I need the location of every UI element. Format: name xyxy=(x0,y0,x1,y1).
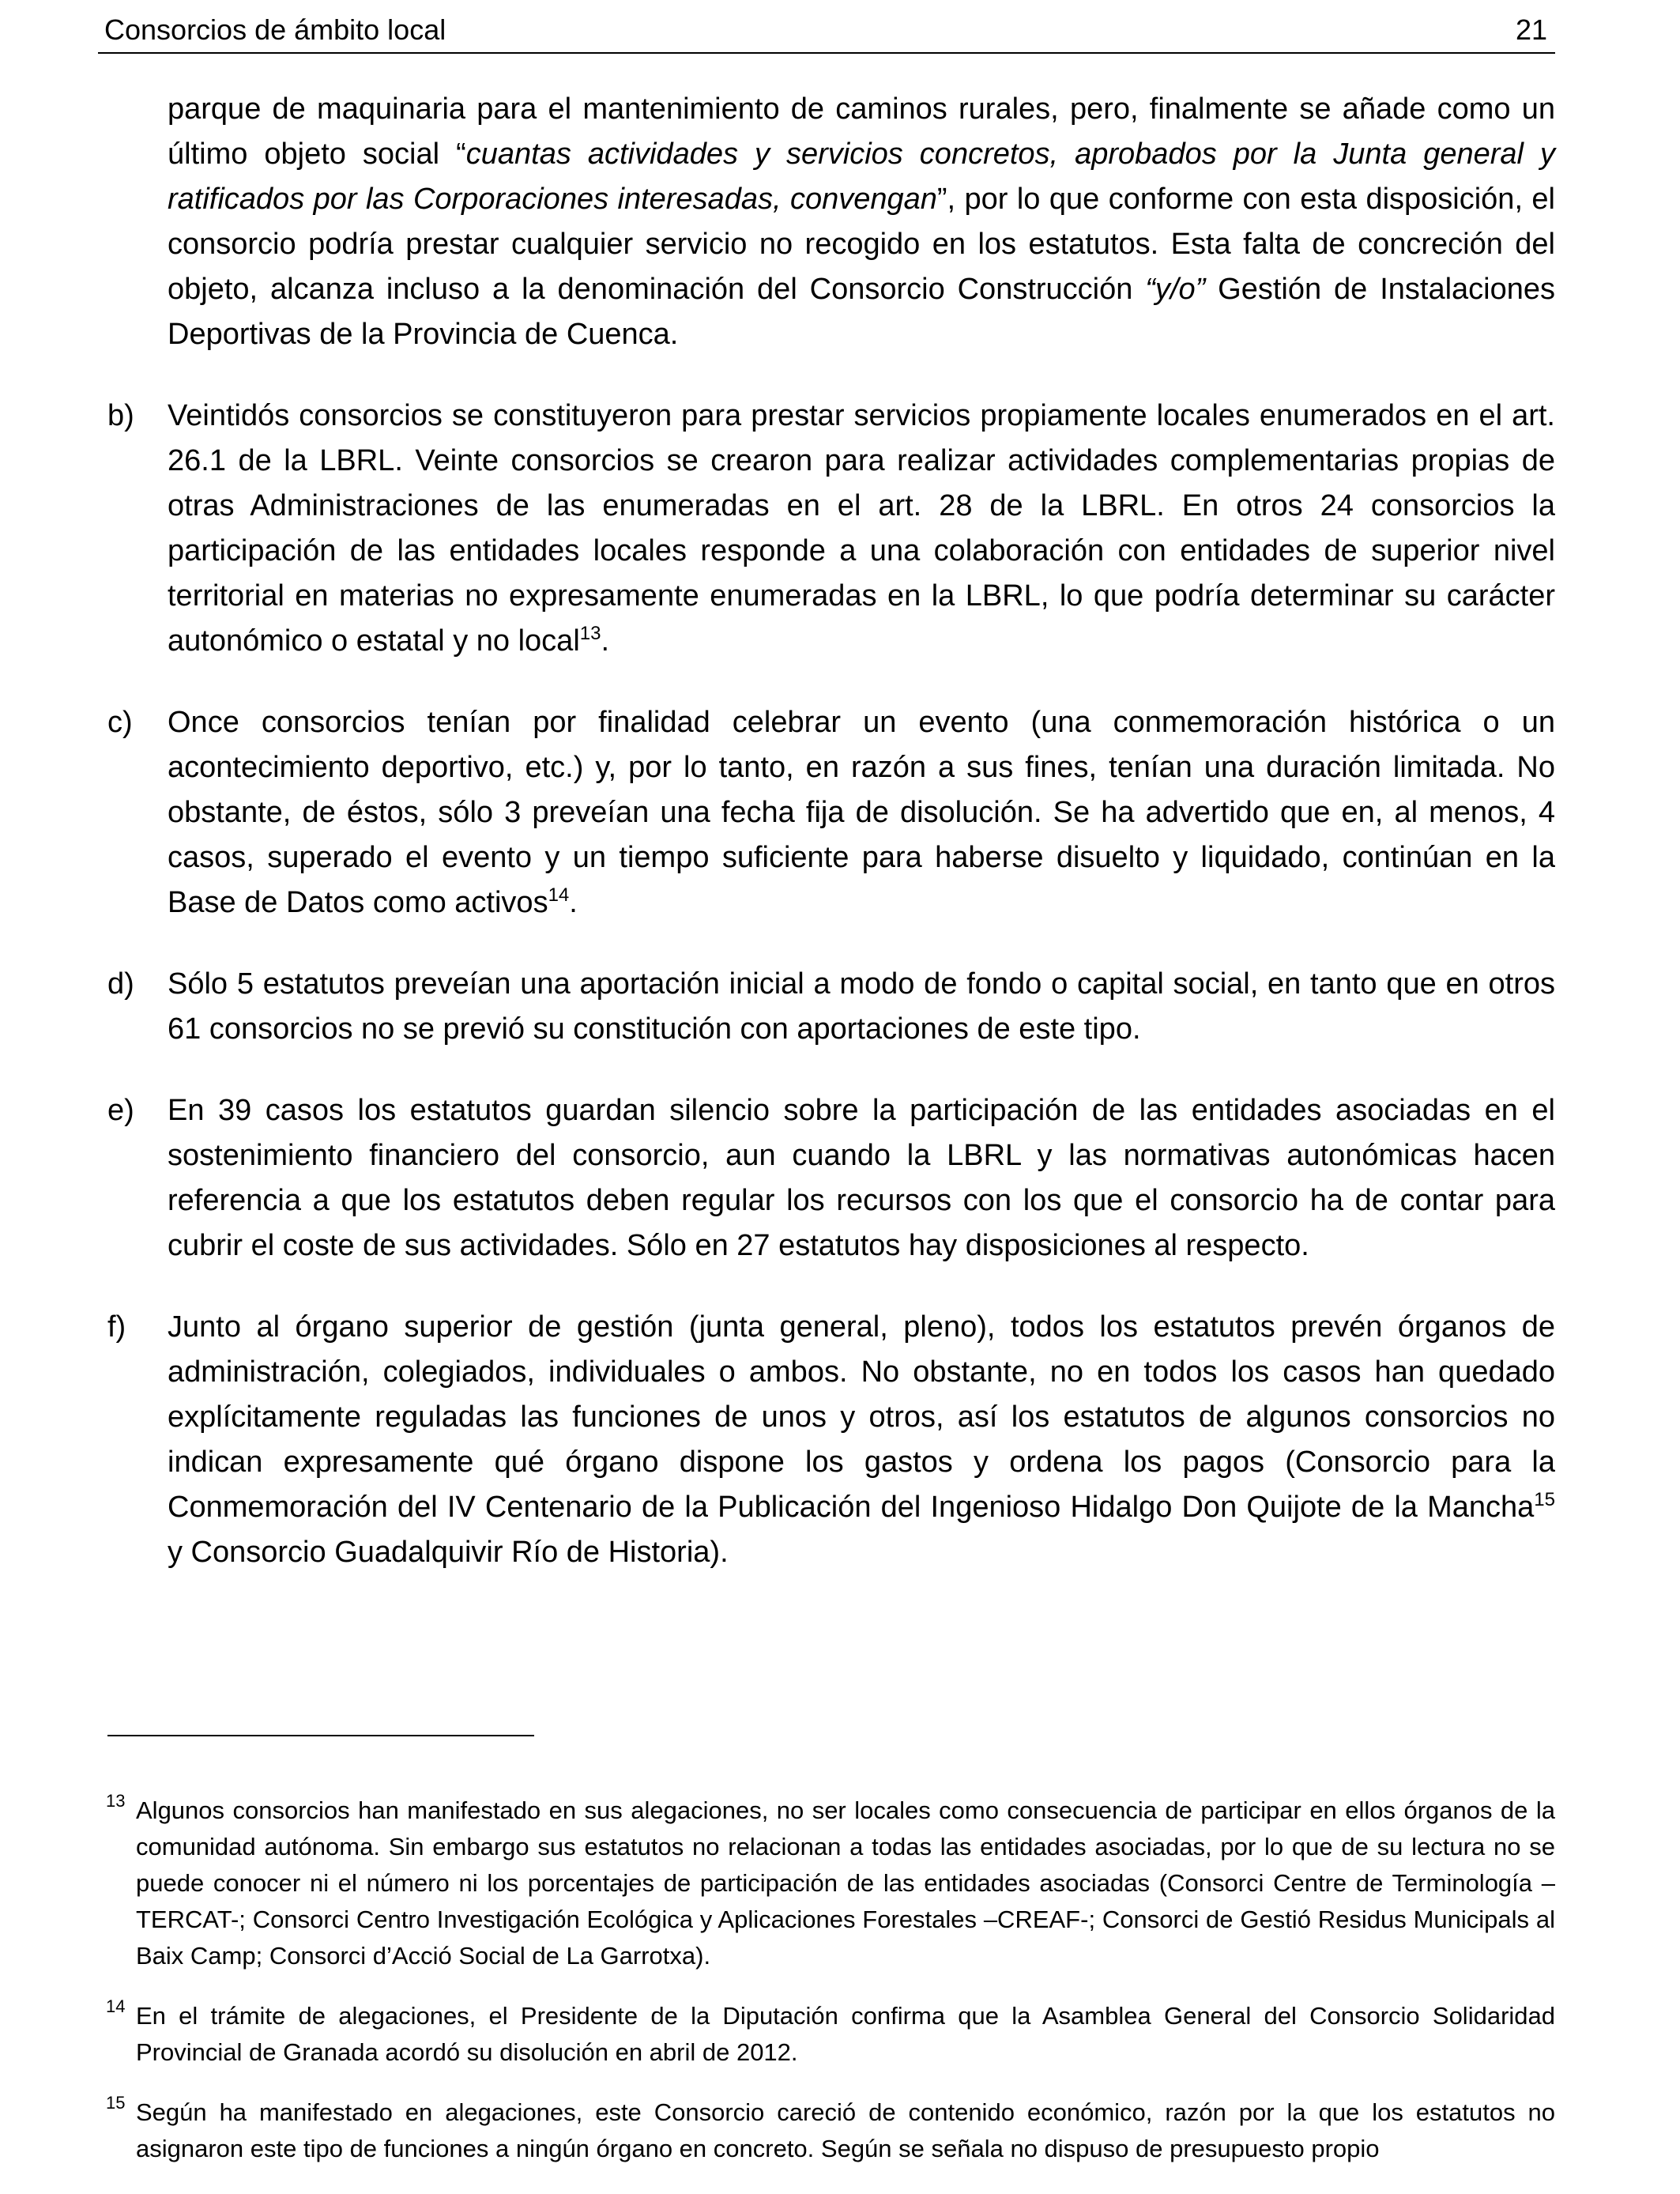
intro-text-1: parque de maquinaria para el mantenimiento de caminos rurales, pero, finalmente se añade como un último objeto social “ xyxy=(168,92,1555,171)
item-b-end: . xyxy=(601,624,610,658)
list-marker: c) xyxy=(107,706,133,739)
list-item-b xyxy=(107,394,1555,664)
footnotes xyxy=(106,1793,1555,2191)
footnote-14 xyxy=(106,1998,1555,2071)
footnote-text: Según ha manifestado en alegaciones, este Consorcio careció de contenido económico, razón por la que los estatutos no asignaron este tipo de funciones a ningún órgano en concreto. Según se señala no dispuso de presupuesto propio xyxy=(136,2098,1555,2162)
item-f-end: y Consorcio Guadalquivir Río de Historia). xyxy=(168,1536,729,1569)
item-b-text: Veintidós consorcios se constituyeron para prestar servicios propiamente locales enumerados en el art. 26.1 de la LBRL. Veinte consorcios se crearon para realizar actividades complementarias propias de otras Administraciones de las enumeradas en el art. 28 de la LBRL. En otros 24 consorcios la participación de las entidades locales responde a una colaboración con entidades de superior nivel territorial en materias no expresamente enumeradas en la LBRL, lo que podría determinar su carácter autonómico o estatal y no local xyxy=(168,399,1555,658)
item-c-text: Once consorcios tenían por finalidad celebrar un evento (una conmemoración histórica o un acontecimiento deportivo, etc.) y, por lo tanto, en razón a sus fines, tenían una duración limitada. No obstante, de éstos, sólo 3 preveían una fecha fija de disolución. Se ha advertido que en, al menos, 4 casos, superado el evento y un tiempo suficiente para haberse disuelto y liquidado, continúan en la Base de Datos como activos xyxy=(168,706,1555,919)
list-marker: d) xyxy=(107,967,134,1001)
running-title: Consorcios de ámbito local xyxy=(104,13,446,46)
intro-italic-yo: “y/o” xyxy=(1145,273,1206,306)
footnote-15 xyxy=(106,2094,1555,2167)
footnote-ref-15: 15 xyxy=(1534,1489,1555,1510)
list-marker: e) xyxy=(107,1094,134,1127)
list-item-text xyxy=(168,700,1555,925)
intro-italic-quote: cuantas actividades y servicios concretos, aprobados por la Junta general y ratificados por las Corporaciones interesadas, convengan xyxy=(168,138,1555,216)
intro-text-2: ”, por lo que conforme con esta disposición, el consorcio podría prestar cualquier servicio no recogido en los estatutos. Esta falta de concreción del objeto, alcanza incluso a la denominación del Consorcio Construcción xyxy=(168,183,1556,306)
intro-text-3: Gestión de Instalaciones Deportivas de la Provincia de Cuenca. xyxy=(168,273,1555,351)
item-f-text: Junto al órgano superior de gestión (junta general, pleno), todos los estatutos prevén órganos de administración, colegiados, individuales o ambos. No obstante, no en todos los casos han quedado explícitamente reguladas las funciones de unos y otros, así los estatutos de algunos consorcios no indican expresamente qué órgano dispone los gastos y ordena los pagos (Consorcio para la Conmemoración del IV Centenario de la Publicación del Ingenioso Hidalgo Don Quijote de la Mancha xyxy=(168,1310,1555,1524)
footnote-ref-13: 13 xyxy=(579,623,601,644)
footnote-number: 15 xyxy=(106,2093,126,2113)
list-item-f xyxy=(107,1305,1555,1575)
list-item-text xyxy=(168,394,1555,664)
main-text xyxy=(107,87,1555,1575)
intro-paragraph xyxy=(168,87,1555,357)
list-item-text: En 39 casos los estatutos guardan silencio sobre la participación de las entidades asociadas en el sostenimiento financiero del consorcio, aun cuando la LBRL y las normativas autonómicas hacen referencia a que los estatutos deben regular los recursos con los que el consorcio ha de contar para cubrir el coste de sus actividades. Sólo en 27 estatutos hay disposiciones al respecto. xyxy=(168,1094,1555,1262)
footnote-13 xyxy=(106,1793,1555,1974)
footnote-ref-14: 14 xyxy=(548,884,570,906)
list-item-c xyxy=(107,700,1555,925)
page-header xyxy=(98,6,1555,54)
list-item-text: Sólo 5 estatutos preveían una aportación inicial a modo de fondo o capital social, en tanto que en otros 61 consorcios no se previó su constitución con aportaciones de este tipo. xyxy=(168,967,1555,1046)
list-item-e xyxy=(107,1088,1555,1269)
footnote-number: 13 xyxy=(106,1791,126,1811)
footnote-text: Algunos consorcios han manifestado en sus alegaciones, no ser locales como consecuencia de participar en ellos órganos de la comunidad autónoma. Sin embargo sus estatutos no relacionan a todas las entidades asociadas, por lo que de su lectura no se puede conocer ni el número ni los porcentajes de participación de las entidades asociadas (Consorci Centre de Terminología –TERCAT-; Consorci Centro Investigación Ecológica y Aplicaciones Forestales –CREAF-; Consorci de Gestió Residus Municipals al Baix Camp; Consorci d’Acció Social de La Garrotxa). xyxy=(136,1796,1555,1970)
list-item-d xyxy=(107,962,1555,1052)
list-marker: b) xyxy=(107,399,134,432)
list-item-text xyxy=(168,1305,1555,1575)
footnote-number: 14 xyxy=(106,1996,126,2016)
footnote-separator xyxy=(107,1735,534,1736)
page-number: 21 xyxy=(1515,13,1547,46)
footnote-text: En el trámite de alegaciones, el Presidente de la Diputación confirma que la Asamblea General del Consorcio Solidaridad Provincial de Granada acordó su disolución en abril de 2012. xyxy=(136,2002,1555,2066)
item-c-end: . xyxy=(569,886,578,919)
list-marker: f) xyxy=(107,1310,126,1344)
